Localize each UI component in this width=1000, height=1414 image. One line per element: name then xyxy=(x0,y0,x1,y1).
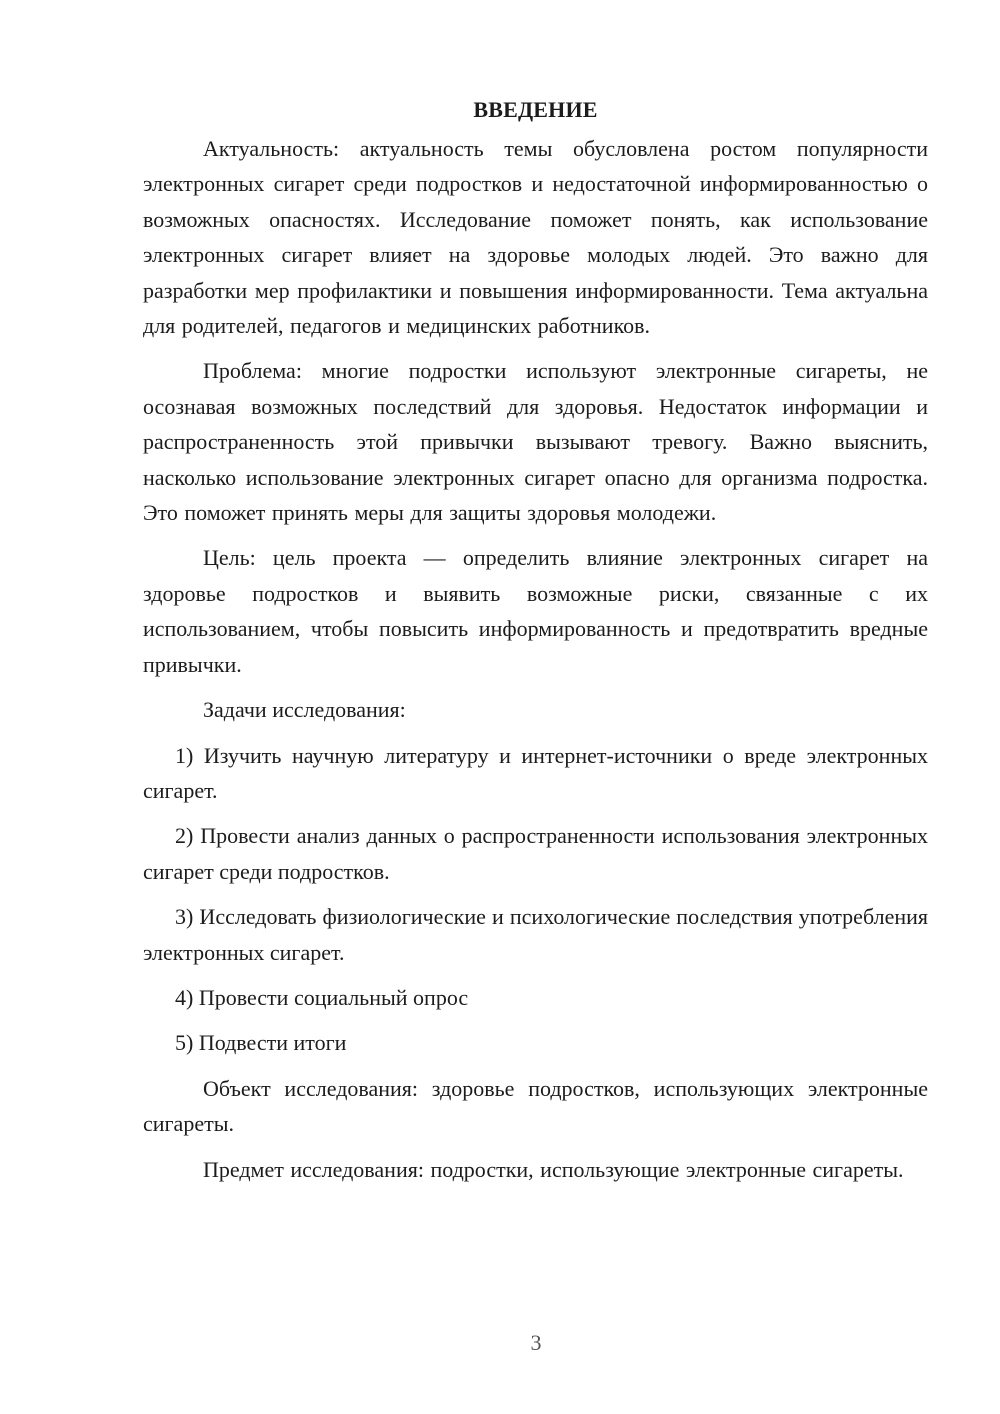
page-title: ВВЕДЕНИЕ xyxy=(473,97,598,122)
tasks-heading: Задачи исследования: xyxy=(203,697,406,723)
paragraph-problem: Проблема: многие подростки используют электронные сигареты, не осознавая возможных последствий для здоровья. Недостаток информации и распространенность этой привычки вызывают тревогу. Важно выяснить, насколько использование электронных сигарет опасно для организма подростка. Это поможет принять меры для защиты здоровья молодежи. xyxy=(143,358,928,526)
document-page xyxy=(143,92,928,1187)
task-item-1: 1) Изучить научную литературу и интернет-источники о вреде электронных сигарет. xyxy=(143,742,928,803)
task-item-4: 4) Провести социальный опрос xyxy=(175,984,469,1010)
paragraph-subject: Предмет исследования: подростки, использующие электронные сигареты. xyxy=(203,1156,904,1182)
page-number: 3 xyxy=(530,1330,542,1355)
paragraph-object: Объект исследования: здоровье подростков, использующих электронные сигареты. xyxy=(143,1075,928,1137)
paragraph-goal: Цель: цель проекта — определить влияние электронных сигарет на здоровье подростков и выявить возможные риски, связанные с их использованием, чтобы повысить информированность и предотвратить вредные привычки. xyxy=(143,545,928,677)
task-item-5: 5) Подвести итоги xyxy=(175,1030,347,1056)
task-item-2: 2) Провести анализ данных о распространенности использования электронных сигарет среди подростков. xyxy=(143,823,928,884)
task-list xyxy=(143,738,928,1061)
paragraph-relevance: Актуальность: актуальность темы обусловлена ростом популярности электронных сигарет среди подростков и недостаточной информированностью о возможных опасностях. Исследование поможет понять, как использование электронных сигарет влияет на здоровье молодых людей. Это важно для разработки мер профилактики и повышения информированности. Тема актуальна для родителей, педагогов и медицинских работников. xyxy=(143,136,928,339)
task-item-3: 3) Исследовать физиологические и психологические последствия употребления электронных сигарет. xyxy=(143,904,928,965)
